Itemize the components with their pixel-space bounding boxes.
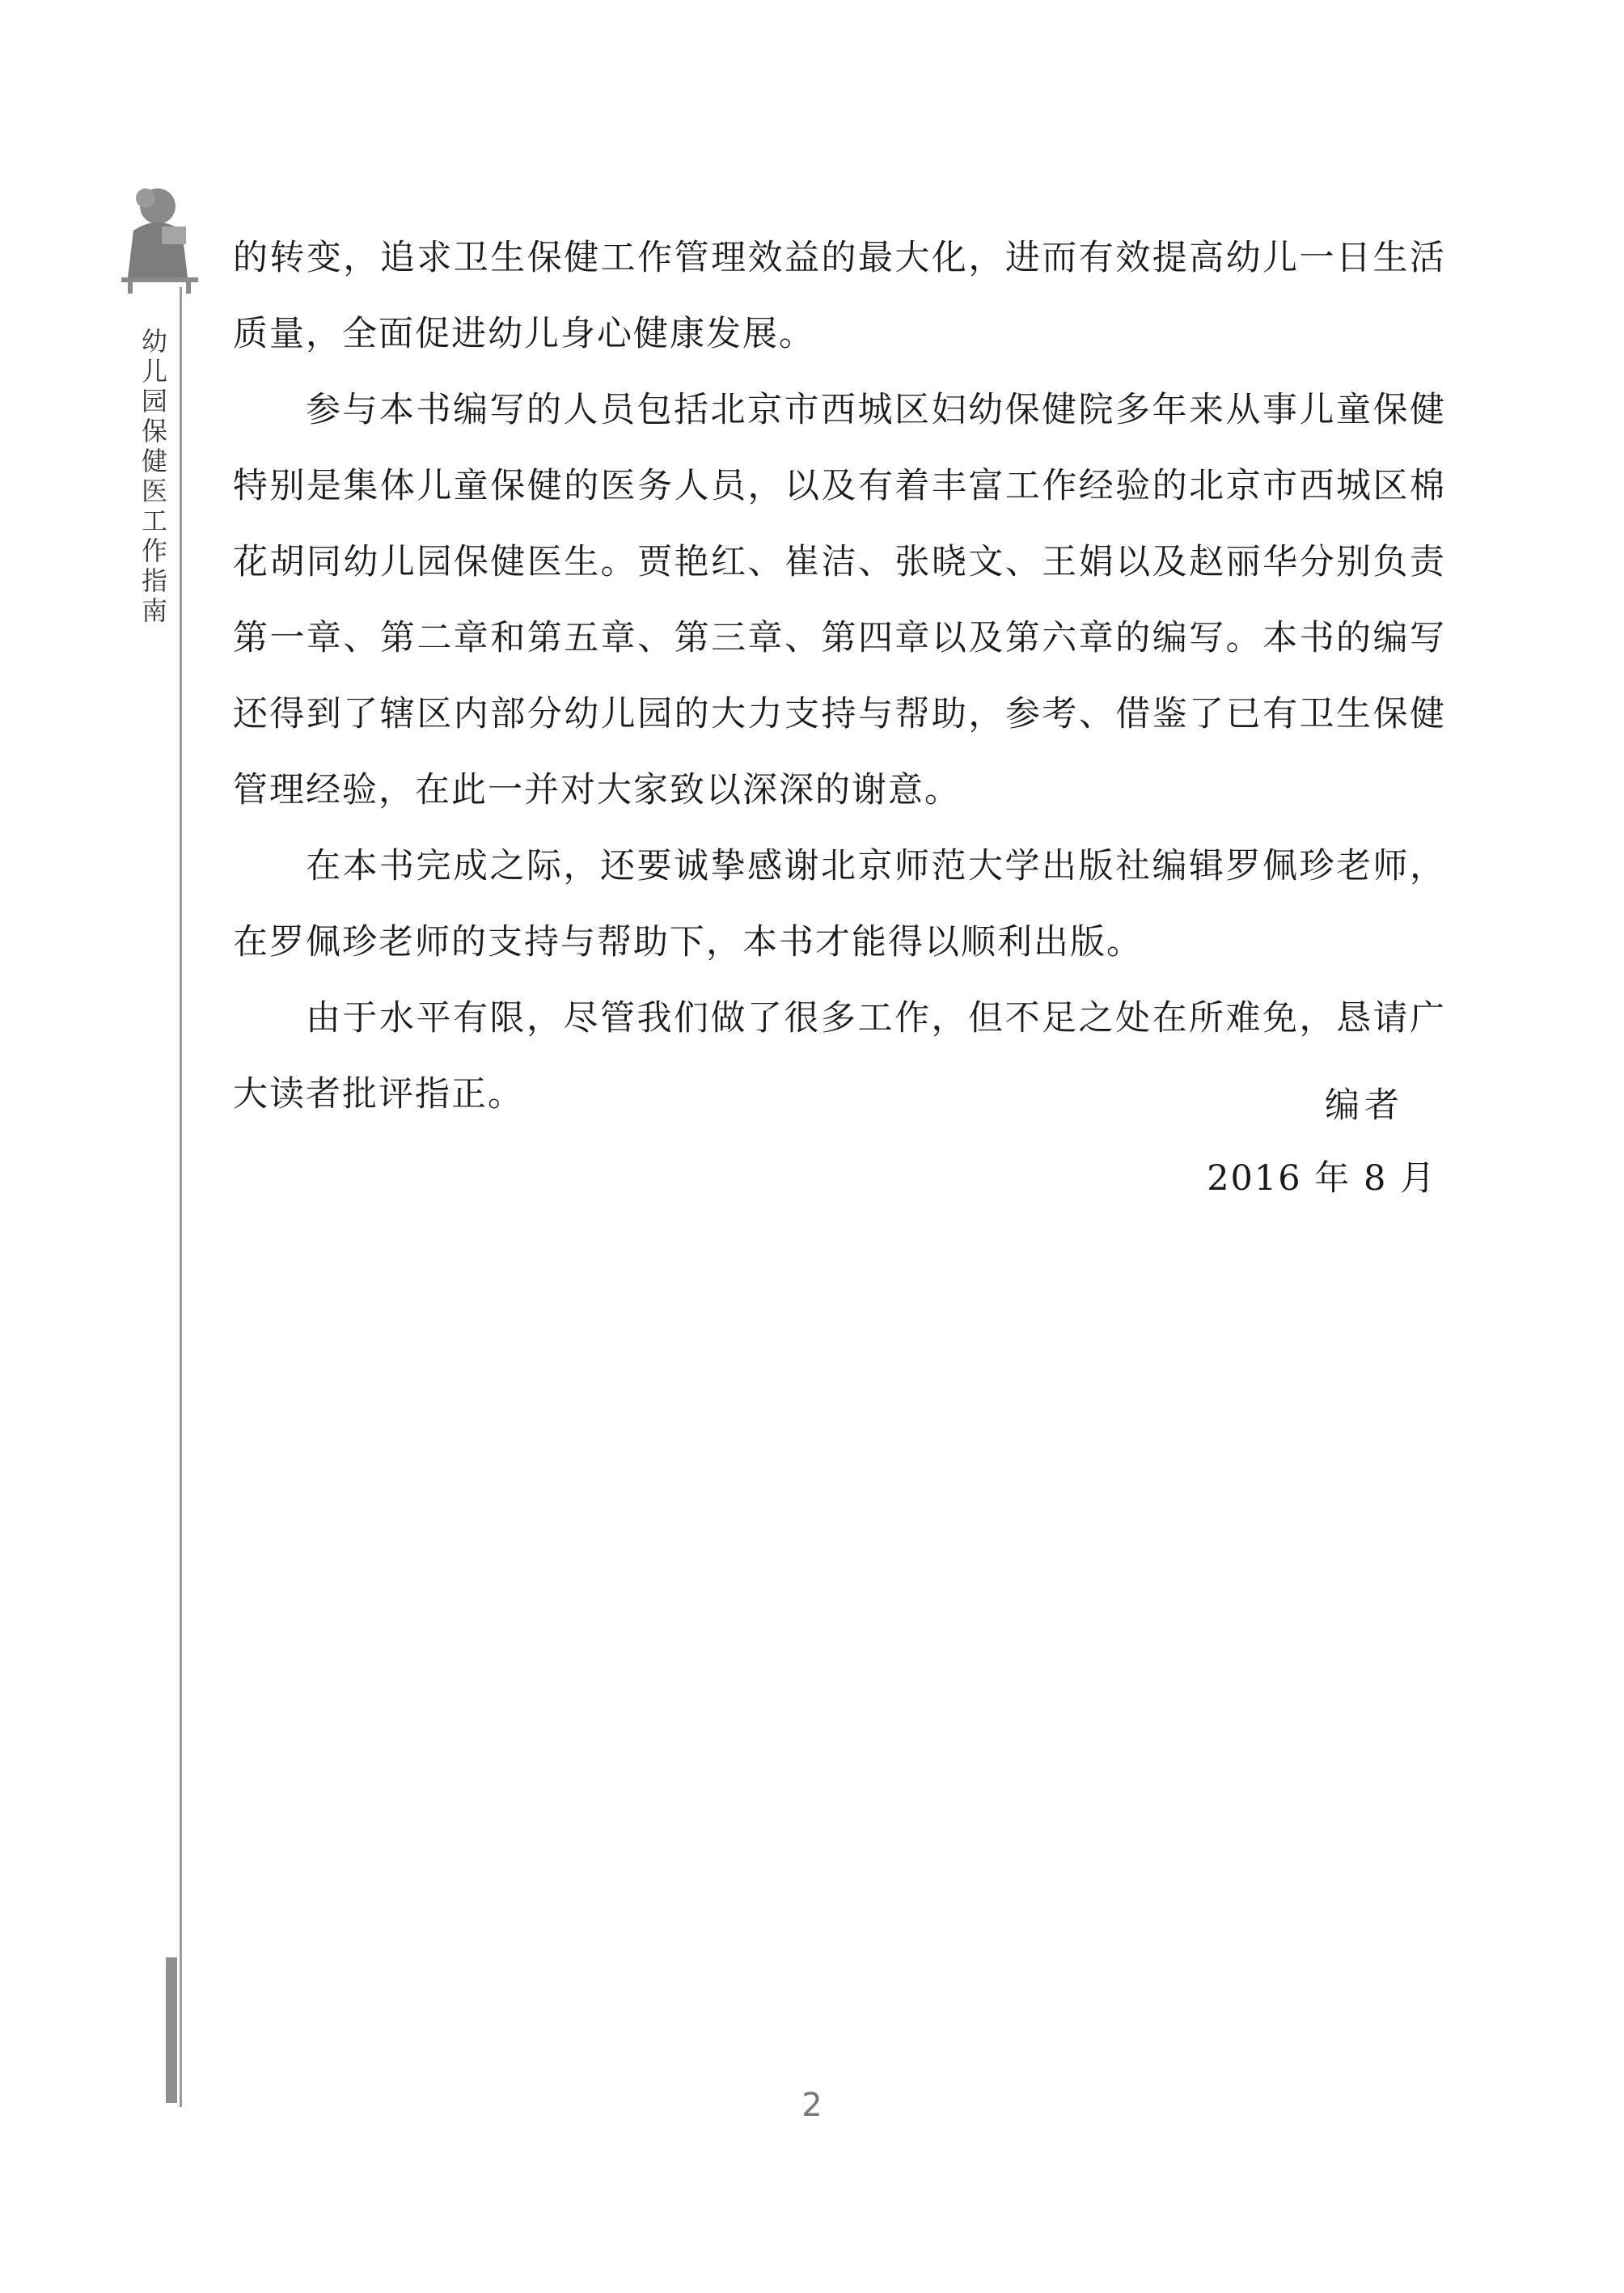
paragraph-continued: 的转变，追求卫生保健工作管理效益的最大化，进而有效提高幼儿一日生活质量，全面促进幼儿身心健康发展。 <box>233 238 1446 354</box>
margin-rule <box>180 287 182 2107</box>
paragraph-authors: 参与本书编写的人员包括北京市西城区妇幼保健院多年来从事儿童保健特别是集体儿童保健的医务人员，以及有着丰富工作经验的北京市西城区棉花胡同幼儿园保健医生。贾艳红、崔洁、张晓文、王娟以及赵丽华分别负责第一章、第二章和第五章、第三章、第四章以及第六章的编写。本书的编写还得到了辖区内部分幼儿园的大力支持与帮助，参考、借鉴了已有卫生保健管理经验，在此一并对大家致以深深的谢意。 <box>233 390 1446 810</box>
child-reading-logo-icon <box>113 182 206 295</box>
signature-author: 编者 <box>1325 1085 1404 1126</box>
preface-body <box>233 220 1446 1132</box>
page-number: 2 <box>801 2087 823 2124</box>
paragraph-thanks: 在本书完成之际，还要诚挚感谢北京师范大学出版社编辑罗佩珍老师，在罗佩珍老师的支持与帮助下，本书才能得以顺利出版。 <box>233 846 1446 962</box>
signature-block <box>1207 1069 1436 1215</box>
margin-bar <box>166 1957 177 2103</box>
running-book-title: 幼儿园保健医工作指南 <box>137 328 168 627</box>
signature-date: 2016 年 8 月 <box>1207 1158 1436 1199</box>
paragraph-apology: 由于水平有限，尽管我们做了很多工作，但不足之处在所难免，恳请广大读者批评指正。 <box>233 998 1446 1115</box>
